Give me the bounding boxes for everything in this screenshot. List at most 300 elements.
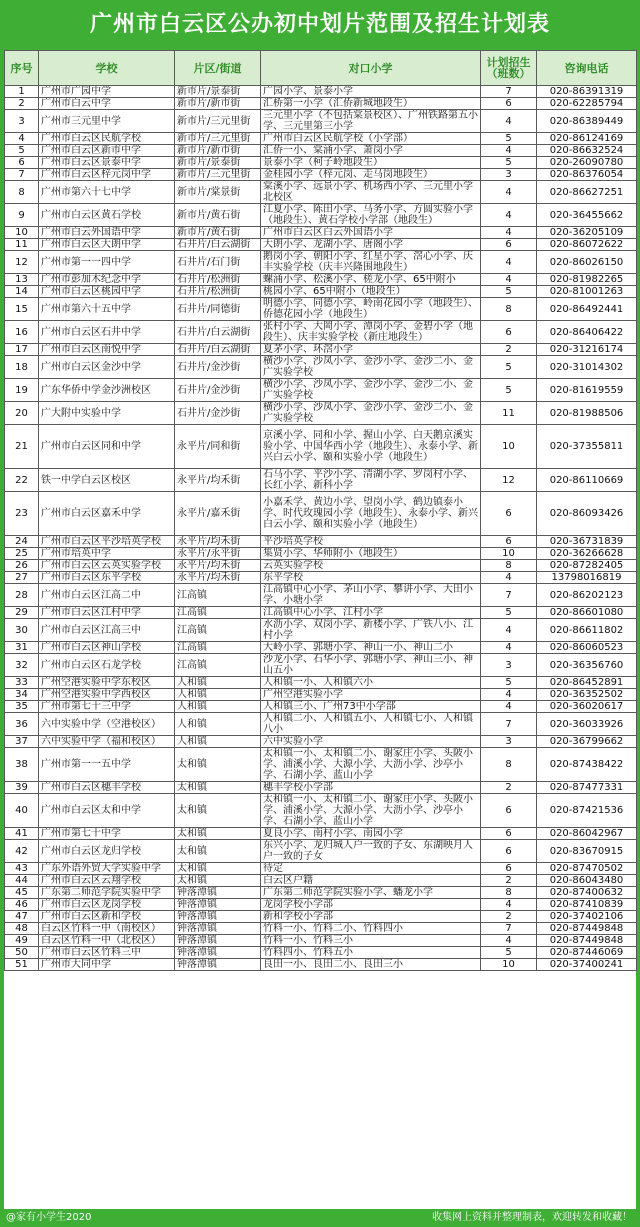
- cell-plan: 8: [481, 298, 537, 321]
- cell-district: 太和镇: [175, 794, 261, 828]
- cell-phone: 020-36731839: [537, 536, 637, 548]
- table-row: [5, 133, 637, 145]
- cell-phone: 020-86124169: [537, 133, 637, 145]
- cell-primary: 江高镇中心小学、江村小学: [261, 607, 481, 619]
- cell-primary: 竹料一小、竹料二小、竹料四小: [261, 923, 481, 935]
- cell-primary: 竹料四小、竹料五小: [261, 947, 481, 959]
- cell-plan: 12: [481, 469, 537, 492]
- table-row: [5, 840, 637, 863]
- table-row: [5, 828, 637, 840]
- cell-phone: 020-86026150: [537, 251, 637, 274]
- cell-phone: 020-86601080: [537, 607, 637, 619]
- cell-primary: 白云区户籍: [261, 875, 481, 887]
- cell-school: 广州市白云区龙归学校: [39, 840, 175, 863]
- cell-seq: 33: [5, 677, 39, 689]
- cell-plan: 10: [481, 959, 537, 971]
- cell-phone: 020-86202123: [537, 584, 637, 607]
- cell-primary: 穗丰学校小学部: [261, 782, 481, 794]
- cell-district: 永平片/均禾街: [175, 469, 261, 492]
- cell-school: 广州市第七十中学: [39, 828, 175, 840]
- cell-phone: 020-36033926: [537, 713, 637, 736]
- page-title: 广州市白云区公办初中划片范围及招生计划表: [89, 12, 550, 37]
- cell-plan: 7: [481, 86, 537, 98]
- cell-primary: 广园小学、景泰小学: [261, 86, 481, 98]
- cell-seq: 29: [5, 607, 39, 619]
- cell-plan: 2: [481, 782, 537, 794]
- cell-plan: 7: [481, 584, 537, 607]
- cell-school: 广东外语外贸大学实验中学: [39, 863, 175, 875]
- cell-plan: 3: [481, 654, 537, 677]
- cell-seq: 47: [5, 911, 39, 923]
- cell-primary: 六中实验小学: [261, 736, 481, 748]
- cell-seq: 4: [5, 133, 39, 145]
- cell-school: 广州市白云区江高三中: [39, 619, 175, 642]
- cell-plan: 4: [481, 701, 537, 713]
- cell-plan: 3: [481, 169, 537, 181]
- cell-seq: 19: [5, 379, 39, 402]
- cell-phone: 020-86452891: [537, 677, 637, 689]
- cell-district: 人和镇: [175, 736, 261, 748]
- cell-seq: 37: [5, 736, 39, 748]
- table-row: [5, 654, 637, 677]
- cell-district: 石井片/松洲街: [175, 286, 261, 298]
- cell-school: 广州市三元里中学: [39, 110, 175, 133]
- header-school: 学校: [39, 51, 175, 86]
- cell-seq: 23: [5, 492, 39, 536]
- table-row: [5, 887, 637, 899]
- cell-school: 广州市白云区云英实验学校: [39, 560, 175, 572]
- cell-phone: 020-86060523: [537, 642, 637, 654]
- cell-phone: 020-86042967: [537, 828, 637, 840]
- table-header-row: [5, 51, 637, 86]
- cell-primary: 水沥小学、双岗小学、新楼小学、广铁八小、江村小学: [261, 619, 481, 642]
- table-row: [5, 181, 637, 204]
- cell-phone: 020-36020617: [537, 701, 637, 713]
- table-row: [5, 492, 637, 536]
- cell-phone: 020-37355811: [537, 425, 637, 469]
- cell-phone: 020-36266628: [537, 548, 637, 560]
- cell-school: 广州市第七十三中学: [39, 701, 175, 713]
- cell-seq: 21: [5, 425, 39, 469]
- cell-district: 新市片/景泰街: [175, 157, 261, 169]
- cell-plan: 6: [481, 794, 537, 828]
- cell-plan: 4: [481, 204, 537, 227]
- cell-plan: 4: [481, 227, 537, 239]
- cell-plan: 8: [481, 748, 537, 782]
- table-row: [5, 469, 637, 492]
- cell-plan: 5: [481, 133, 537, 145]
- table-row: [5, 286, 637, 298]
- cell-plan: 3: [481, 736, 537, 748]
- cell-district: 太和镇: [175, 748, 261, 782]
- cell-district: 江高镇: [175, 619, 261, 642]
- cell-primary: 小嘉禾学、黄边小学、望岗小学、鹤边镇泰小学、时代玫瑰园小学（地段生）、永泰小学、新兴白云小学、颐和实验小学（地段生）: [261, 492, 481, 536]
- cell-primary: 集贤小学、华师附小（地段生）: [261, 548, 481, 560]
- table-row: [5, 98, 637, 110]
- table-row: [5, 425, 637, 469]
- cell-school: 广州市白云区石井中学: [39, 321, 175, 344]
- cell-district: 钟落潭镇: [175, 899, 261, 911]
- cell-phone: 020-86632524: [537, 145, 637, 157]
- table-row: [5, 713, 637, 736]
- cell-district: 石井片/白云湖街: [175, 321, 261, 344]
- cell-primary: 大朗小学、龙湖小学、唐阁小学: [261, 239, 481, 251]
- cell-district: 太和镇: [175, 840, 261, 863]
- cell-school: 广州市白云区太和中学: [39, 794, 175, 828]
- table-row: [5, 204, 637, 227]
- cell-plan: 4: [481, 110, 537, 133]
- cell-seq: 30: [5, 619, 39, 642]
- cell-primary: 良田一小、良田二小、良田三小: [261, 959, 481, 971]
- footer-credit: @家有小学生2020: [6, 1212, 92, 1223]
- cell-primary: 沙龙小学、石华小学、郭塘小学、神山三小、神山五小: [261, 654, 481, 677]
- cell-plan: 11: [481, 402, 537, 425]
- cell-phone: 020-36356760: [537, 654, 637, 677]
- enrollment-table: [4, 50, 637, 971]
- table-row: [5, 344, 637, 356]
- table-row: [5, 619, 637, 642]
- cell-district: 人和镇: [175, 713, 261, 736]
- cell-phone: 020-36799662: [537, 736, 637, 748]
- cell-school: 广州市白云区新市中学: [39, 145, 175, 157]
- cell-school: 广州市白云区同和中学: [39, 425, 175, 469]
- cell-phone: 020-86389449: [537, 110, 637, 133]
- cell-seq: 17: [5, 344, 39, 356]
- cell-primary: 竹料一小、竹料三小: [261, 935, 481, 947]
- cell-plan: 10: [481, 425, 537, 469]
- cell-seq: 3: [5, 110, 39, 133]
- cell-district: 新市片/新市街: [175, 98, 261, 110]
- cell-primary: 平沙培英学校: [261, 536, 481, 548]
- cell-primary: 太和镇一小、太和镇二小、谢家庄小学、头陂小学、浦溪小学、大源小学、大沥小学、沙亭小学、石湖小学、蓝山小学: [261, 794, 481, 828]
- cell-school: 广州市第六十七中学: [39, 181, 175, 204]
- cell-school: 广州市白云区平沙培英学校: [39, 536, 175, 548]
- table-row: [5, 572, 637, 584]
- cell-district: 人和镇: [175, 701, 261, 713]
- cell-school: 六中实验中学（空港校区）: [39, 713, 175, 736]
- cell-seq: 2: [5, 98, 39, 110]
- cell-primary: 人和镇一小、人和镇六小: [261, 677, 481, 689]
- header-phone: 咨询电话: [537, 51, 637, 86]
- cell-seq: 11: [5, 239, 39, 251]
- cell-primary: 广州空港实验小学: [261, 689, 481, 701]
- table-row: [5, 875, 637, 887]
- table-row: [5, 935, 637, 947]
- cell-seq: 40: [5, 794, 39, 828]
- cell-school: 广州市第六十五中学: [39, 298, 175, 321]
- cell-school: 广州市广园中学: [39, 86, 175, 98]
- table-row: [5, 642, 637, 654]
- cell-school: 广州空港实验中学东校区: [39, 677, 175, 689]
- cell-phone: 020-87438422: [537, 748, 637, 782]
- cell-district: 石井片/石门街: [175, 251, 261, 274]
- cell-phone: 020-87477331: [537, 782, 637, 794]
- cell-plan: 5: [481, 379, 537, 402]
- footer-note: 收集网上资料并整理制表，欢迎转发和收藏！: [432, 1212, 632, 1223]
- cell-phone: 020-86611802: [537, 619, 637, 642]
- cell-phone: 020-86492441: [537, 298, 637, 321]
- cell-plan: 10: [481, 548, 537, 560]
- cell-plan: 2: [481, 344, 537, 356]
- cell-seq: 13: [5, 274, 39, 286]
- cell-district: 钟落潭镇: [175, 887, 261, 899]
- cell-plan: 5: [481, 157, 537, 169]
- cell-plan: 2: [481, 875, 537, 887]
- table-row: [5, 251, 637, 274]
- cell-phone: 020-86043480: [537, 875, 637, 887]
- cell-school: 广州市白云区梓元岗中学: [39, 169, 175, 181]
- cell-plan: 5: [481, 356, 537, 379]
- cell-school: 广州市第一一四中学: [39, 251, 175, 274]
- cell-plan: 4: [481, 572, 537, 584]
- cell-primary: 新和学校小学部: [261, 911, 481, 923]
- cell-phone: 020-86376054: [537, 169, 637, 181]
- table-row: [5, 923, 637, 935]
- cell-school: 广州市白云区江高二中: [39, 584, 175, 607]
- cell-seq: 34: [5, 689, 39, 701]
- cell-phone: 020-86093426: [537, 492, 637, 536]
- cell-phone: 020-87449848: [537, 923, 637, 935]
- cell-plan: 5: [481, 607, 537, 619]
- cell-plan: 2: [481, 911, 537, 923]
- table-row: [5, 584, 637, 607]
- cell-district: 人和镇: [175, 689, 261, 701]
- cell-seq: 6: [5, 157, 39, 169]
- cell-primary: 夏良小学、南村小学、南园小学: [261, 828, 481, 840]
- cell-primary: 横沙小学、沙凤小学、金沙小学、金沙二小、金广实验学校: [261, 402, 481, 425]
- header-plan: 计划招生（班数）: [481, 51, 537, 86]
- cell-school: 白云区竹料一中（北校区）: [39, 935, 175, 947]
- footer: [0, 1209, 640, 1227]
- cell-district: 太和镇: [175, 782, 261, 794]
- cell-seq: 20: [5, 402, 39, 425]
- cell-phone: 020-36205109: [537, 227, 637, 239]
- cell-district: 石井片/金沙街: [175, 356, 261, 379]
- cell-district: 江高镇: [175, 584, 261, 607]
- cell-primary: 云英实验学校: [261, 560, 481, 572]
- cell-primary: 江夏小学、陈田小学、马务小学、方圆实验小学（地段生）、黄石学校小学部（地段生）: [261, 204, 481, 227]
- cell-seq: 16: [5, 321, 39, 344]
- cell-district: 永平片/嘉禾街: [175, 492, 261, 536]
- cell-primary: 京溪小学、同和小学、握山小学、白天鹅京溪实验小学、中国华西小学（地段生）、永泰小学、新兴白云小学、颐和实验小学（地段生）: [261, 425, 481, 469]
- cell-plan: 6: [481, 828, 537, 840]
- cell-seq: 8: [5, 181, 39, 204]
- table-row: [5, 782, 637, 794]
- table-row: [5, 536, 637, 548]
- cell-primary: 人和镇二小、人和镇五小、人和镇七小、人和镇八小: [261, 713, 481, 736]
- cell-district: 江高镇: [175, 654, 261, 677]
- cell-plan: 4: [481, 274, 537, 286]
- cell-primary: 桃园小学、65中附小（地段生）: [261, 286, 481, 298]
- cell-primary: 横沙小学、沙凤小学、金沙小学、金沙二小、金广实验学校: [261, 356, 481, 379]
- cell-district: 永平片/均禾街: [175, 560, 261, 572]
- cell-seq: 27: [5, 572, 39, 584]
- cell-phone: 020-31014302: [537, 356, 637, 379]
- cell-phone: 020-87282405: [537, 560, 637, 572]
- cell-plan: 4: [481, 145, 537, 157]
- cell-school: 广东第二师范学院实验中学: [39, 887, 175, 899]
- table-row: [5, 701, 637, 713]
- cell-phone: 020-86110669: [537, 469, 637, 492]
- table-row: [5, 736, 637, 748]
- table-row: [5, 321, 637, 344]
- cell-seq: 25: [5, 548, 39, 560]
- cell-plan: 5: [481, 947, 537, 959]
- cell-primary: 广东第二师范学院实验小学、蟠龙小学: [261, 887, 481, 899]
- cell-phone: 020-86391319: [537, 86, 637, 98]
- cell-school: 广州市白云区新和学校: [39, 911, 175, 923]
- cell-plan: 5: [481, 286, 537, 298]
- table-row: [5, 689, 637, 701]
- table-row: [5, 227, 637, 239]
- cell-district: 新市片/黄石街: [175, 227, 261, 239]
- cell-school: 广州市白云区东平学校: [39, 572, 175, 584]
- cell-seq: 45: [5, 887, 39, 899]
- cell-phone: 13798016819: [537, 572, 637, 584]
- cell-plan: 6: [481, 492, 537, 536]
- cell-plan: 4: [481, 642, 537, 654]
- cell-seq: 42: [5, 840, 39, 863]
- cell-plan: 7: [481, 923, 537, 935]
- table-row: [5, 169, 637, 181]
- cell-primary: 广州市白云区白云外国语小学: [261, 227, 481, 239]
- cell-seq: 50: [5, 947, 39, 959]
- cell-district: 钟落潭镇: [175, 911, 261, 923]
- cell-district: 江高镇: [175, 607, 261, 619]
- cell-seq: 39: [5, 782, 39, 794]
- cell-primary: 张村小学、大岡小学、潭岗小学、金碧小学（地段生）、庆丰实验学校（新庄地段生）: [261, 321, 481, 344]
- cell-district: 太和镇: [175, 863, 261, 875]
- cell-plan: 5: [481, 677, 537, 689]
- cell-plan: 4: [481, 689, 537, 701]
- table-row: [5, 677, 637, 689]
- cell-seq: 49: [5, 935, 39, 947]
- cell-seq: 41: [5, 828, 39, 840]
- cell-district: 江高镇: [175, 642, 261, 654]
- table-row: [5, 548, 637, 560]
- table-row: [5, 947, 637, 959]
- cell-phone: 020-87410839: [537, 899, 637, 911]
- cell-primary: 景泰小学（柯子岭地段生）: [261, 157, 481, 169]
- cell-school: 广州市白云区江村中学: [39, 607, 175, 619]
- cell-plan: 6: [481, 840, 537, 863]
- cell-district: 永平片/同和街: [175, 425, 261, 469]
- cell-primary: 金桂园小学（梓元岗、走马岗地段生）: [261, 169, 481, 181]
- cell-school: 广州市白云中学: [39, 98, 175, 110]
- table-row: [5, 274, 637, 286]
- cell-plan: 6: [481, 863, 537, 875]
- cell-primary: 太和镇一小、太和镇二小、谢家庄小学、头陂小学、浦溪小学、大源小学、大沥小学、沙亭小学、石湖小学、蓝山小学: [261, 748, 481, 782]
- cell-primary: 大岭小学、郭塘小学、神山一小、神山二小: [261, 642, 481, 654]
- cell-district: 新市片/黄石街: [175, 204, 261, 227]
- cell-school: 广州市白云区穗丰学校: [39, 782, 175, 794]
- cell-phone: 020-37400241: [537, 959, 637, 971]
- cell-phone: 020-87470502: [537, 863, 637, 875]
- cell-seq: 48: [5, 923, 39, 935]
- table-row: [5, 560, 637, 572]
- cell-school: 广州市彭加木纪念中学: [39, 274, 175, 286]
- cell-plan: 8: [481, 560, 537, 572]
- cell-phone: 020-26090780: [537, 157, 637, 169]
- cell-phone: 020-87449848: [537, 935, 637, 947]
- cell-school: 广州市白云区桃园中学: [39, 286, 175, 298]
- cell-district: 新市片/三元里街: [175, 169, 261, 181]
- cell-school: 广州市白云区民航学校: [39, 133, 175, 145]
- cell-primary: 横沙小学、沙凤小学、金沙小学、金沙二小、金广实验学校: [261, 379, 481, 402]
- cell-primary: 鹅岗小学、朝阳小学、红星小学、滘心小学、庆丰实验学校（庆丰兴隆围地段生）: [261, 251, 481, 274]
- cell-primary: 龙岗学校小学部: [261, 899, 481, 911]
- cell-district: 永平片/永平街: [175, 548, 261, 560]
- cell-school: 广州市白云区龙岗学校: [39, 899, 175, 911]
- cell-district: 新市片/棠景街: [175, 181, 261, 204]
- table-row: [5, 607, 637, 619]
- cell-primary: 三元里小学（不包括棠景校区）、广州铁路第五小学、三元里第三小学: [261, 110, 481, 133]
- cell-school: 广州市白云区神山学校: [39, 642, 175, 654]
- table-row: [5, 239, 637, 251]
- cell-district: 永平片/均禾街: [175, 572, 261, 584]
- cell-seq: 28: [5, 584, 39, 607]
- cell-plan: 6: [481, 536, 537, 548]
- enrollment-table-container: [4, 50, 636, 1209]
- cell-seq: 46: [5, 899, 39, 911]
- cell-seq: 12: [5, 251, 39, 274]
- cell-seq: 31: [5, 642, 39, 654]
- cell-plan: 6: [481, 321, 537, 344]
- cell-district: 新市片/景泰街: [175, 86, 261, 98]
- cell-phone: 020-31216174: [537, 344, 637, 356]
- cell-phone: 020-86627251: [537, 181, 637, 204]
- cell-primary: 夏茅小学、环滘小学: [261, 344, 481, 356]
- cell-district: 石井片/同德街: [175, 298, 261, 321]
- cell-plan: 7: [481, 713, 537, 736]
- cell-school: 广州市培英中学: [39, 548, 175, 560]
- cell-primary: 棠溪小学、远景小学、机场西小学、三元里小学北校区: [261, 181, 481, 204]
- table-row: [5, 402, 637, 425]
- cell-school: 广州市白云区竹料三中: [39, 947, 175, 959]
- cell-primary: 东兴小学、龙归城人户一致的子女、东湖映月人户一致的子女: [261, 840, 481, 863]
- cell-district: 钟落潭镇: [175, 935, 261, 947]
- cell-seq: 22: [5, 469, 39, 492]
- cell-phone: 020-86072622: [537, 239, 637, 251]
- cell-district: 石井片/白云湖街: [175, 344, 261, 356]
- cell-plan: 6: [481, 239, 537, 251]
- cell-phone: 020-87400632: [537, 887, 637, 899]
- cell-district: 石井片/金沙街: [175, 402, 261, 425]
- cell-plan: 4: [481, 181, 537, 204]
- cell-district: 新市片/三元里街: [175, 110, 261, 133]
- table-row: [5, 110, 637, 133]
- cell-district: 太和镇: [175, 828, 261, 840]
- cell-phone: 020-81619559: [537, 379, 637, 402]
- header-seq: 序号: [5, 51, 39, 86]
- cell-phone: 020-62285794: [537, 98, 637, 110]
- cell-primary: 石马小学、平沙小学、清湖小学、罗岗村小学、长红小学、新科小学: [261, 469, 481, 492]
- cell-seq: 44: [5, 875, 39, 887]
- cell-district: 钟落潭镇: [175, 923, 261, 935]
- table-row: [5, 379, 637, 402]
- cell-primary: 汇桥第一小学（汇侨新城地段生）: [261, 98, 481, 110]
- cell-school: 广州空港实验中学西校区: [39, 689, 175, 701]
- cell-plan: 6: [481, 98, 537, 110]
- cell-plan: 4: [481, 251, 537, 274]
- cell-school: 广州市白云外国语中学: [39, 227, 175, 239]
- cell-seq: 14: [5, 286, 39, 298]
- cell-school: 广州市白云区金沙中学: [39, 356, 175, 379]
- cell-school: 广州市白云区景泰中学: [39, 157, 175, 169]
- cell-primary: 明德小学、同德小学、岭南花园小学（地段生）、侨德花园小学（地段生）: [261, 298, 481, 321]
- cell-school: 白云区竹料一中（南校区）: [39, 923, 175, 935]
- table-row: [5, 86, 637, 98]
